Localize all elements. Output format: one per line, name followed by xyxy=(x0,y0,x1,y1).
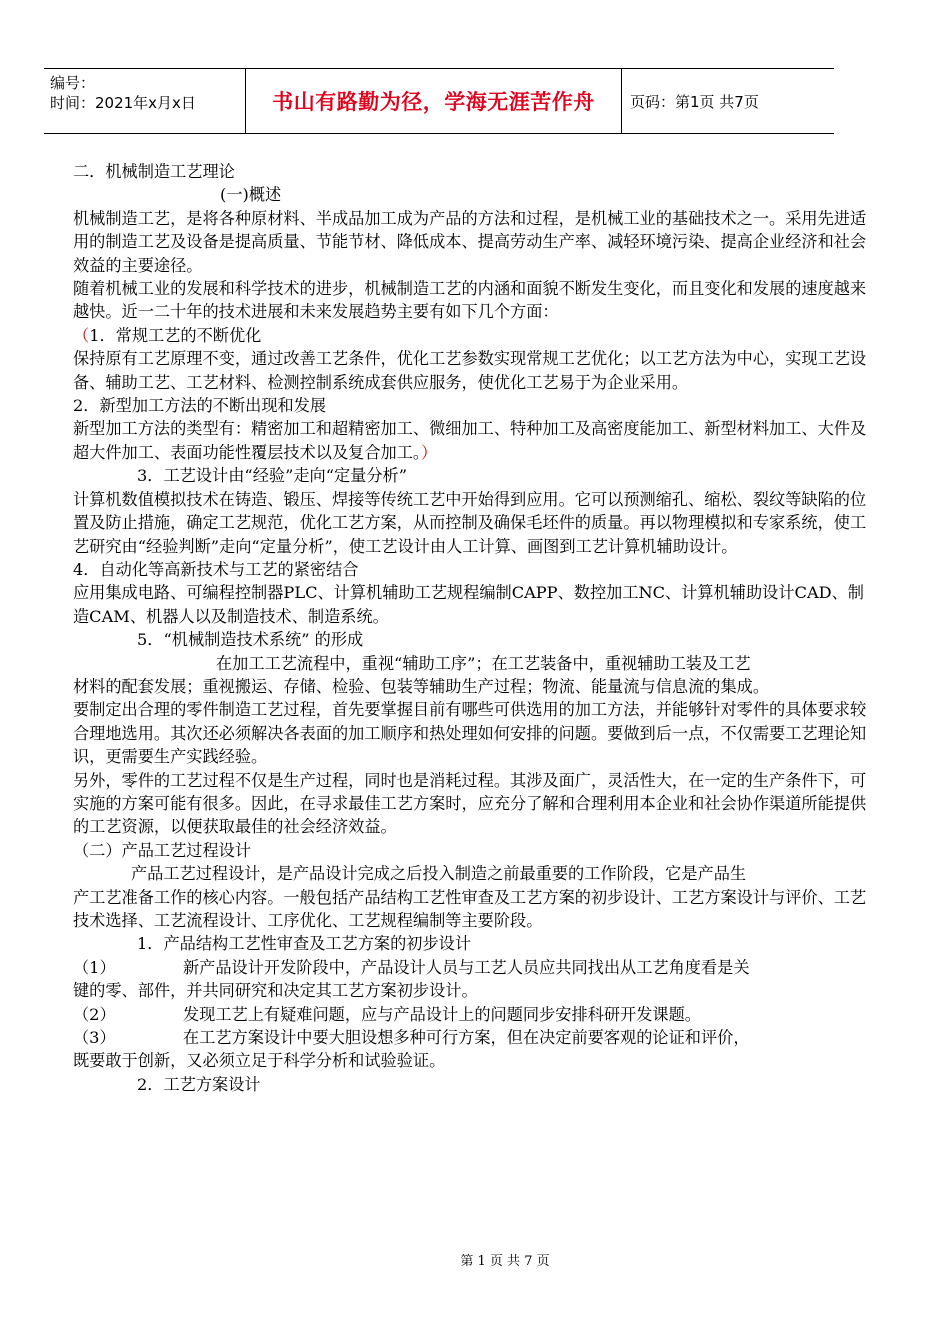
list-heading: 2．工艺方案设计 xyxy=(137,1074,261,1094)
numbered-item: （2） 发现工艺上有疑难问题，应与产品设计上的问题同步安排科研开发课题。 xyxy=(73,1004,701,1024)
paragraph-first-line: 产品工艺过程设计，是产品设计完成之后投入制造之前最重要的工作阶段，它是产品生 xyxy=(131,864,747,884)
paragraph: 新型加工方法的类型有：精密加工和超精密加工、微细加工、特种加工及高密度能加工、新型材料加工、大件及超大件加工、表面功能性覆层技术以及复合加工。） xyxy=(73,419,867,462)
paragraph: 产工艺准备工作的核心内容。一般包括产品结构工艺性审查及工艺方案的初步设计、工艺方案设计与评价、工艺技术选择、工艺流程设计、工序优化、工艺规程编制等主要阶段。 xyxy=(73,887,867,930)
date-label: 时间：2021年x月x日 xyxy=(50,94,196,112)
close-paren: ） xyxy=(421,442,438,462)
list-heading: （1．常规工艺的不断优化 xyxy=(73,325,262,345)
open-paren: （ xyxy=(73,325,90,345)
page-footer xyxy=(0,1250,950,1269)
list-heading: 4．自动化等高新技术与工艺的紧密结合 xyxy=(73,559,359,579)
document-body xyxy=(73,160,873,1096)
header-left-cell xyxy=(44,69,246,133)
footer-page-number: 第 1 页 共 7 页 xyxy=(460,1254,550,1269)
paragraph: 要制定出合理的零件制造工艺过程，首先要掌握目前有哪些可供选用的加工方法，并能够针对零件的具体要求较合理地选用。其次还必须解决各表面的加工顺序和热处理如何安排的问题。要做到后一点，不仅需要工艺理论知识，更需要生产实践经验。 xyxy=(73,700,867,767)
section-heading: 二．机械制造工艺理论 xyxy=(73,162,235,181)
header-mid-cell xyxy=(246,69,622,133)
list-heading: 5．“机械制造技术系统” 的形成 xyxy=(137,630,364,650)
list-heading: 1．产品结构工艺性审查及工艺方案的初步设计 xyxy=(137,934,472,954)
paragraph: 机械制造工艺，是将各种原材料、半成品加工成为产品的方法和过程，是机械工业的基础技术之一。采用先进适用的制造工艺及设备是提高质量、节能节材、降低成本、提高劳动生产率、减轻环境污染、提高企业经济和社会效益的主要途径。 xyxy=(73,208,867,275)
paragraph: 既要敢于创新，又必须立足于科学分析和试验验证。 xyxy=(73,1051,446,1071)
subsection-heading: （二）产品工艺过程设计 xyxy=(73,840,252,860)
paragraph: 键的零、部件，并共同研究和决定其工艺方案初步设计。 xyxy=(73,981,478,1001)
paragraph: 计算机数值模拟技术在铸造、锻压、焊接等传统工艺中开始得到应用。它可以预测缩孔、缩松、裂纹等缺陷的位置及防止措施，确定工艺规范，优化工艺方案，从而控制及确保毛坯件的质量。再以物理模拟和专家系统，使工艺研究由“经验判断”走向“定量分析”，使工艺设计由人工计算、画图到工艺计算机辅助设计。 xyxy=(73,489,867,556)
numbered-item: （3） 在工艺方案设计中要大胆设想多种可行方案，但在决定前要客观的论证和评价， xyxy=(73,1028,750,1048)
number-label: 编号： xyxy=(50,74,96,92)
paragraph: 随着机械工业的发展和科学技术的进步，机械制造工艺的内涵和面貌不断发生变化，而且变化和发展的速度越来越快。近一二十年的技术进展和未来发展趋势主要有如下几个方面： xyxy=(73,279,867,322)
paragraph: 另外，零件的工艺过程不仅是生产过程，同时也是消耗过程。其涉及面广，灵活性大，在一定的生产条件下，可实施的方案可能有很多。因此，在寻求最佳工艺方案时，应充分了解和合理利用本企业和社会协作渠道所能提供的工艺资源，以便获取最佳的社会经济效益。 xyxy=(73,770,867,837)
paragraph: 材料的配套发展；重视搬运、存储、检验、包装等辅助生产过程；物流、能量流与信息流的集成。 xyxy=(73,676,770,696)
paragraph-first-line: 在加工工艺流程中，重视“辅助工序”；在工艺装备中，重视辅助工装及工艺 xyxy=(216,653,751,673)
numbered-item: （1） 新产品设计开发阶段中，产品设计人员与工艺人员应共同找出从工艺角度看是关 xyxy=(73,957,750,977)
header-right-cell xyxy=(622,69,834,133)
header-table xyxy=(44,68,834,134)
list-heading: 2．新型加工方法的不断出现和发展 xyxy=(73,396,327,416)
motto-text: 书山有路勤为径，学海无涯苦作舟 xyxy=(272,90,595,114)
paragraph: 保持原有工艺原理不变，通过改善工艺条件，优化工艺参数实现常规工艺优化；以工艺方法为中心，实现工艺设备、辅助工艺、工艺材料、检测控制系统成套供应服务，使优化工艺易于为企业采用。 xyxy=(73,349,867,392)
subsection-heading: (一)概述 xyxy=(220,185,282,205)
list-heading: 3．工艺设计由“经验”走向“定量分析” xyxy=(137,466,408,486)
paragraph: 应用集成电路、可编程控制器PLC、计算机辅助工艺规程编制CAPP、数控加工NC、计算机辅助设计CAD、制造CAM、机器人以及制造技术、制造系统。 xyxy=(73,583,864,626)
page-label: 页码：第1页 共7页 xyxy=(630,92,759,111)
